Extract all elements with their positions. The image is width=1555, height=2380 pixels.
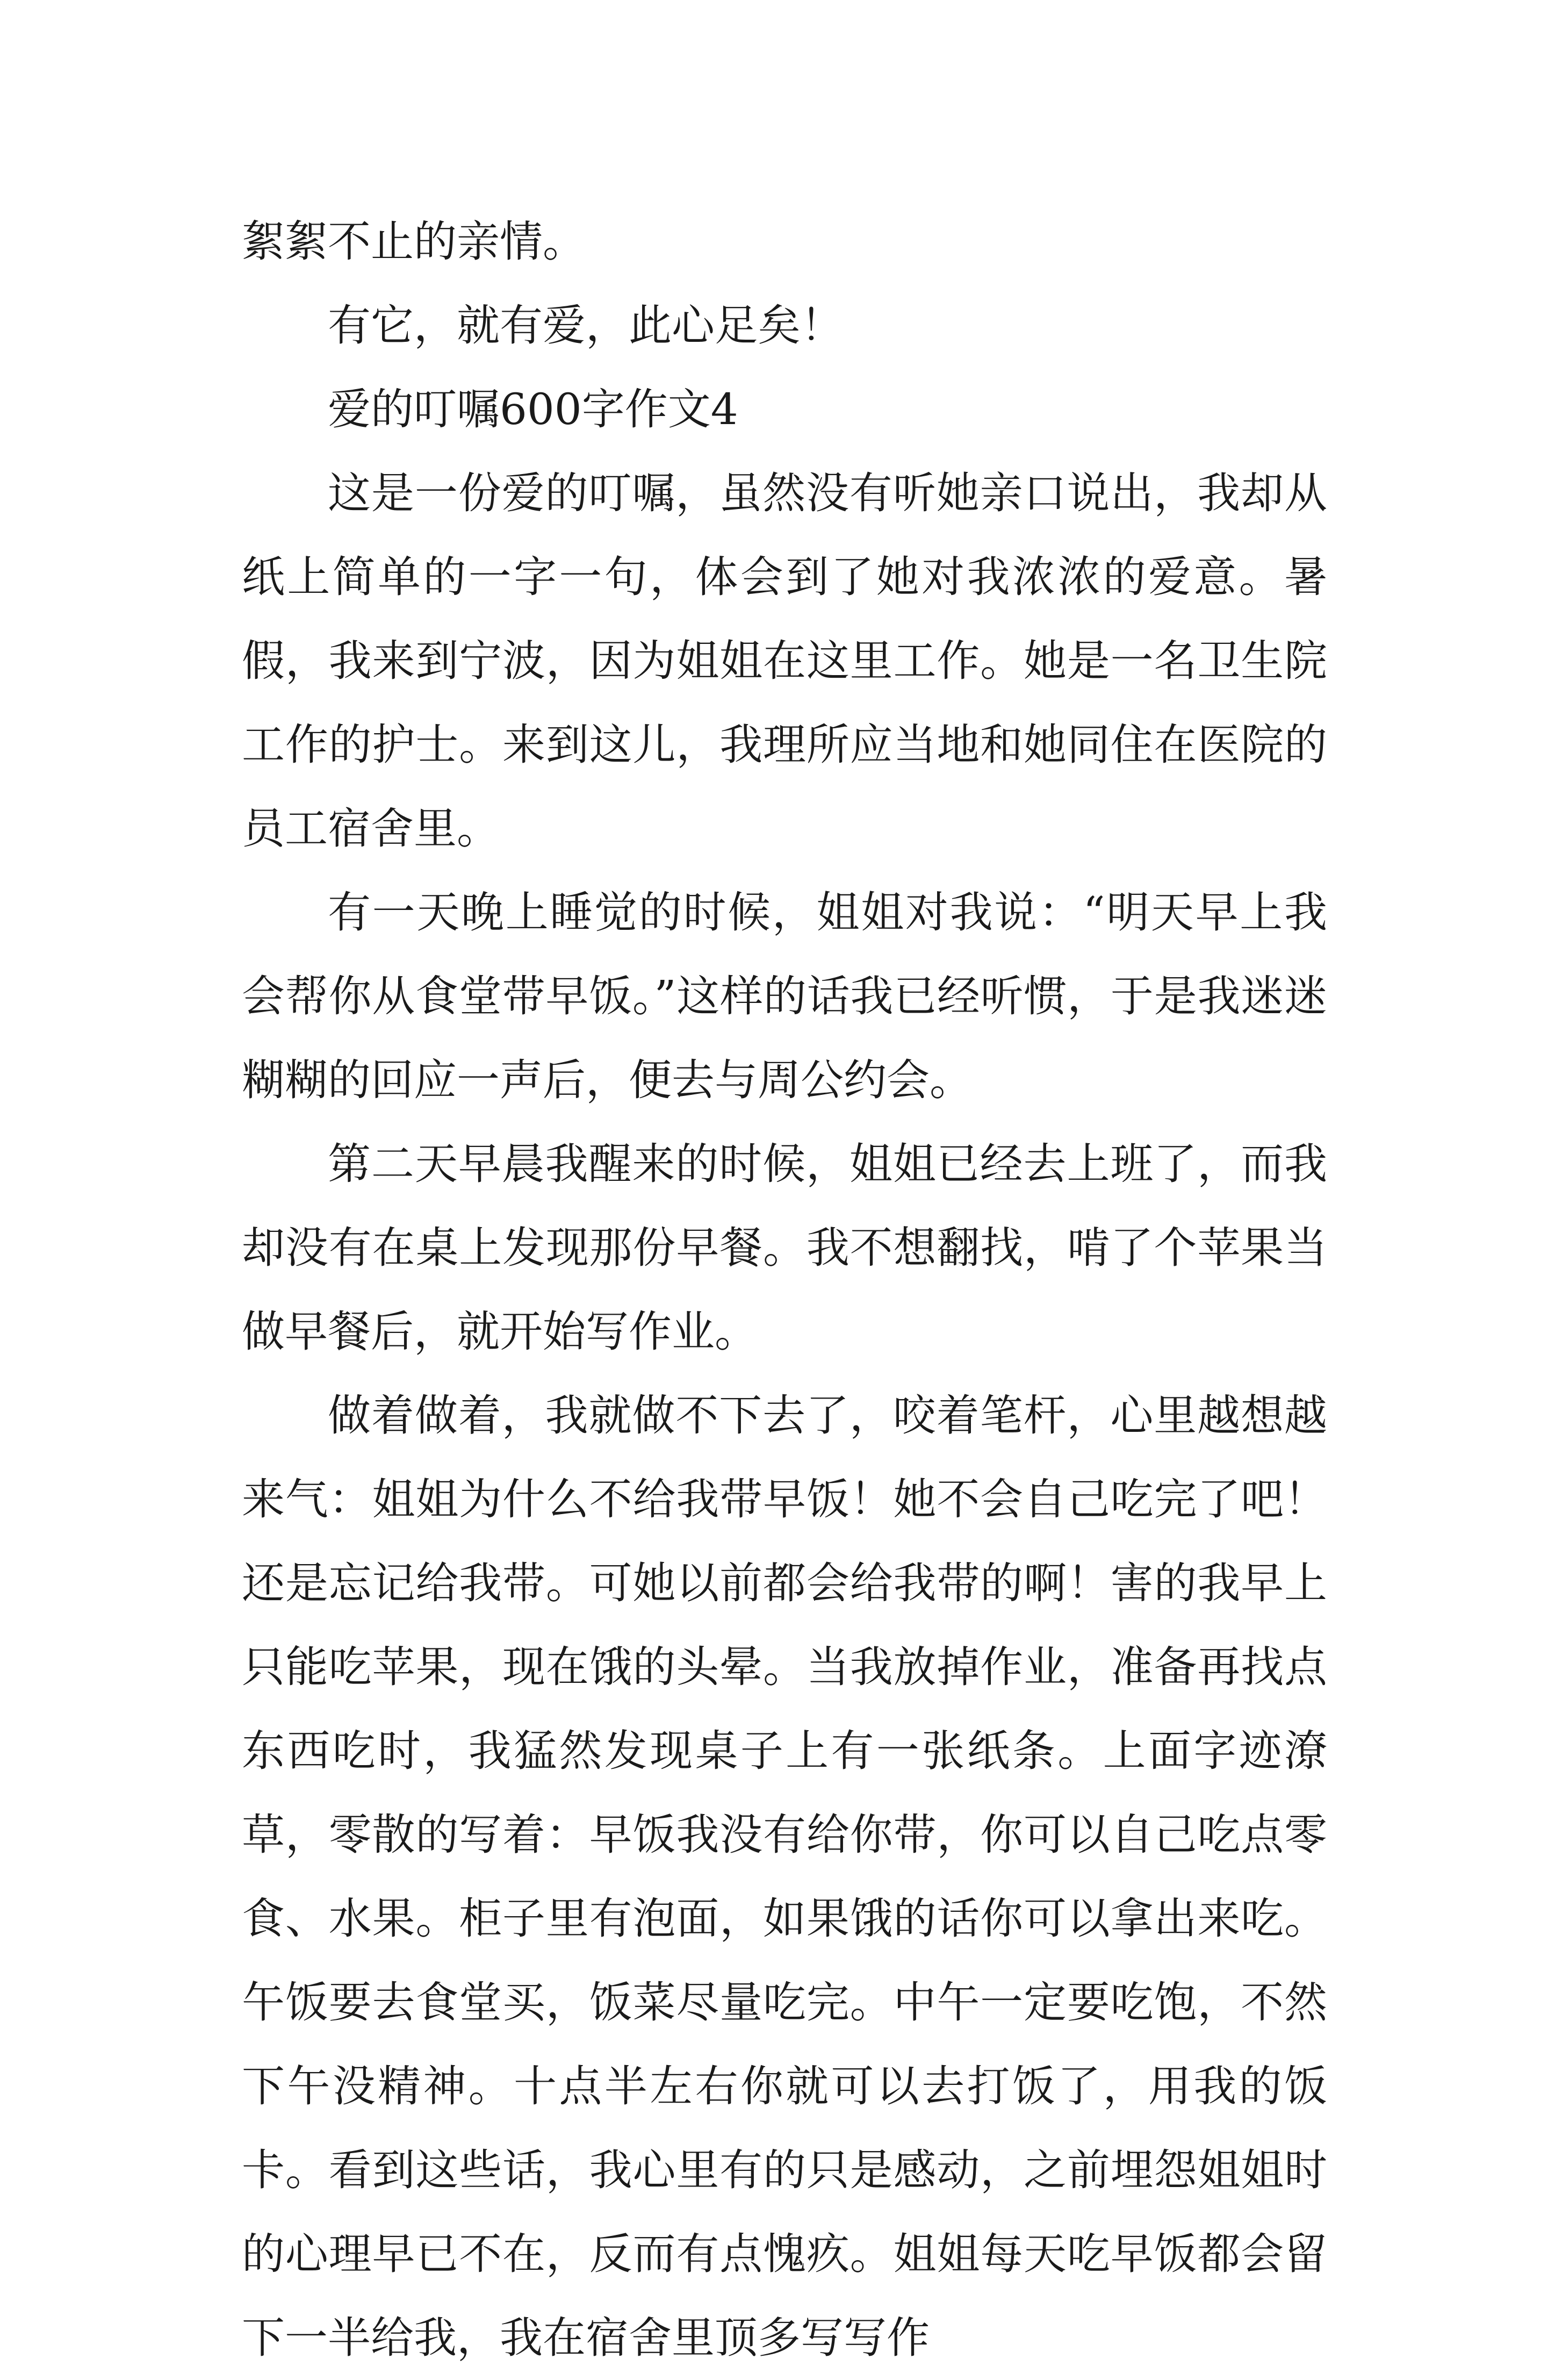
paragraph-intro: 这是一份爱的叮嘱，虽然没有听她亲口说出，我却从纸上简单的一字一句，体会到了她对我浓浓的爱意。暑假，我来到宁波，因为姐姐在这里工作。她是一名卫生院工作的护士。来到这儿，我理所应当地和她同住在医院的员工宿舍里。: [242, 468, 1327, 854]
paragraph-night-before: 有一天晚上睡觉的时候，姐姐对我说：“明天早上我会帮你从食堂带早饭。”这样的话我已经听惯，于是我迷迷糊糊的回应一声后，便去与周公约会。: [242, 887, 1327, 1105]
document-body: [242, 200, 1327, 2380]
essay-title: 爱的叮嘱600字作文4: [328, 384, 738, 434]
paragraph-closing-line: 有它，就有爱，此心足矣！: [328, 300, 844, 350]
paragraph-the-note: 做着做着，我就做不下去了，咬着笔杆，心里越想越来气：姐姐为什么不给我带早饭！她不会自己吃完了吧！还是忘记给我带。可她以前都会给我带的啊！害的我早上只能吃苹果，现在饿的头晕。当我放掉作业，准备再找点东西吃时，我猛然发现桌子上有一张纸条。上面字迹潦草，零散的写着：早饭我没有给你带，你可以自己吃点零食、水果。柜子里有泡面，如果饿的话你可以拿出来吃。午饭要去食堂买，饭菜尽量吃完。中午一定要吃饱，不然下午没精神。十点半左右你就可以去打饭了，用我的饭卡。看到这些话，我心里有的只是感动，之前埋怨姐姐时的心理早已不在，反而有点愧疚。姐姐每天吃早饭都会留下一半给我，我在宿舍里顶多写写作: [242, 1390, 1327, 2363]
paragraph-next-morning: 第二天早晨我醒来的时候，姐姐已经去上班了，而我却没有在桌上发现那份早餐。我不想翻找，啃了个苹果当做早餐后，就开始写作业。: [242, 1139, 1327, 1357]
paragraph-continuation: 絮絮不止的亲情。: [242, 217, 586, 267]
